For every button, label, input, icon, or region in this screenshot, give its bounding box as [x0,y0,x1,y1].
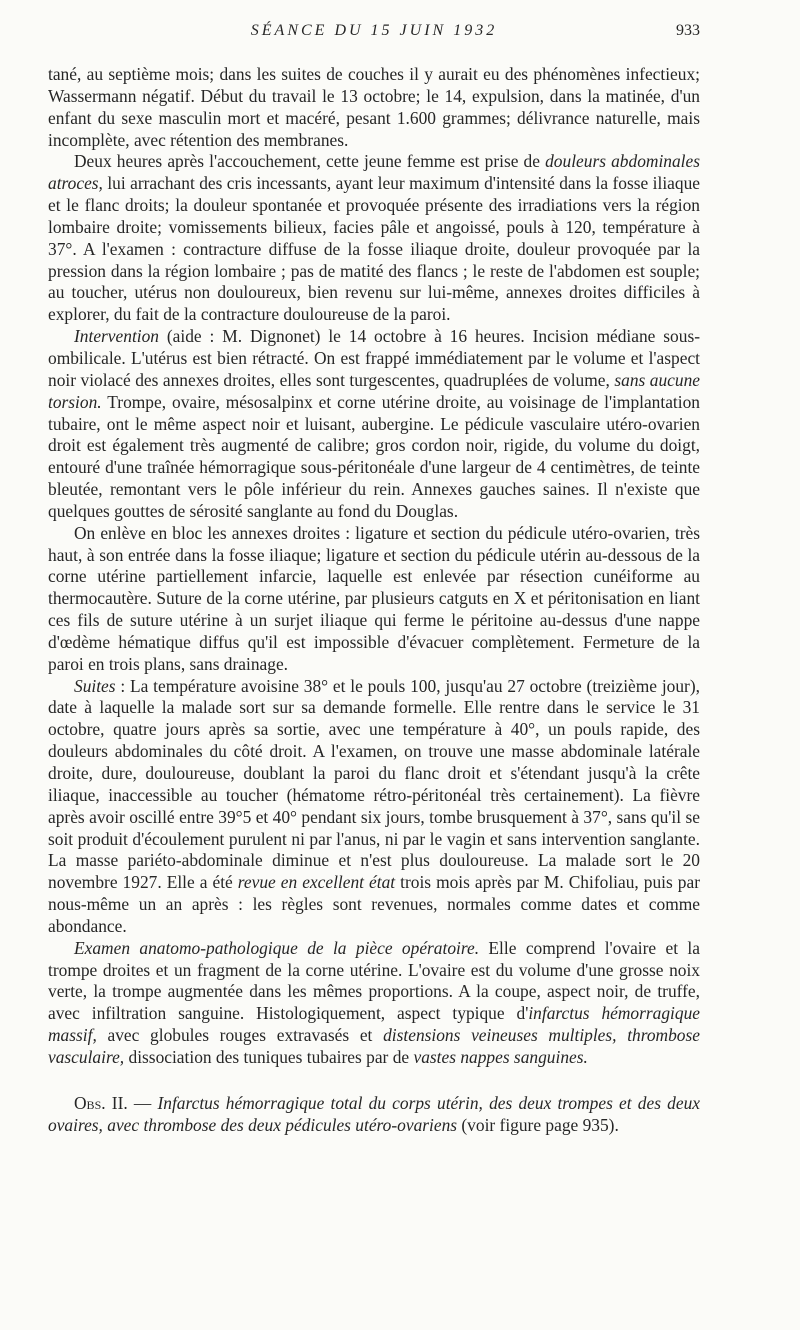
text-run: lui arrachant des cris incessants, ayant leur maximum d'intensité dans la fosse iliaque et le flanc droits; la douleur spontanée et provoquée présente des irradiations vers la région lombaire droite; vomissements bilieux, facies pâle et angoissé, pouls à 120, température à 37°. A l'examen : contracture diffuse de la fosse iliaque droite, douleur provoquée par la pression dans la région lombaire ; pas de matité des flancs ; le reste de l'abdomen est souple; au toucher, utérus non douloureux, bien revenu sur lui-même, annexes droites difficiles à explorer, du fait de la contracture douloureuse de la paroi. [48,173,700,325]
running-title: SÉANCE DU 15 JUIN 1932 [250,22,498,39]
text-run: — [127,1092,158,1113]
observation-heading-paragraph [48,1093,700,1137]
italic-run: Intervention [74,326,159,347]
italic-run: infarctus hémorragique massif, [48,1003,700,1046]
italic-run: douleurs abdominales atroces, [48,151,700,194]
page-number: 933 [676,22,700,39]
text-run: Trompe, ovaire, mésosalpinx et corne utérine droite, au voisinage de l'implantation tubaire, ont le même aspect noir et luisant, aubergine. Le pédicule vasculaire utéro-ovarien droit est également très augmenté de calibre; gros cordon noir, rigide, du volume du doigt, entouré d'une traînée hémorragique sous-péritonéale d'une largeur de 4 centimètres, de teinte bleutée, remontant vers le pôle inférieur du rein. Annexes gauches saines. Il n'existe que quelques gouttes de sérosité sanglante au fond du Douglas. [48,391,700,521]
paragraph-3 [48,326,700,523]
text-run: Elle comprend l'ovaire et la trompe droites et un fragment de la corne utérine. L'ovaire est du volume d'une grosse noix verte, la trompe augmentée dans les mêmes proportions. A la coupe, aspect noir, de truffe, avec infiltration sanguine. Histologiquement, aspect typique d' [48,937,700,1024]
paragraph-2 [48,151,700,326]
text-run: avec globules rouges extravasés et [96,1025,384,1046]
body-text [48,64,700,1137]
text-run: (voir figure page 935). [457,1114,619,1135]
italic-run: sans aucune torsion. [48,369,701,412]
italic-run: distensions veineuses multiples, thrombose vasculaire, [48,1025,700,1067]
text-run: : La température avoisine 38° et le pouls 100, jusqu'au 27 octobre (treizième jour), date à laquelle la malade sort sur sa demande formelle. Elle rentre dans le service le 31 octobre, quatre jours après sa sortie, avec une température à 40°, un pouls rapide, des douleurs abdominales du côté droit. A l'examen, on trouve une masse abdominale latérale droite, dure, douloureuse, doublant la paroi du flanc droit et s'étendant jusqu'à la crête iliaque, inaccessible au toucher (hématome rétro-péritonéal très certainement). La fièvre après avoir oscillé entre 39°5 et 40° pendant six jours, tombe brusquement à 37°, sans qu'il se soit produit d'écoulement purulent ni par l'anus, ni par le vagin et sans intervention sanglante. La masse pariéto-abdominale diminue et n'est plus douloureuse. La malade sort le 20 novembre 1927. Elle a été [48,675,700,893]
italic-run: revue en excellent état [237,872,396,893]
paragraph-4 [48,523,700,676]
text-run: Deux heures après l'accouchement, cette jeune femme est prise de [74,151,546,172]
observation-label: Obs. II. [74,1092,128,1113]
italic-run: Infarctus hémorragique total du corps utérin, des deux trompes et des deux ovaires, avec thrombose des deux pédicules utéro-ovariens [48,1092,700,1135]
text-run: On enlève en bloc les annexes droites : ligature et section du pédicule utéro-ovarien, très haut, à son entrée dans la fosse iliaque; ligature et section du pédicule utérin au-dessous de la corne utérine partiellement infarcie, laquelle est enlevée par résection cunéiforme au thermocautère. Suture de la corne utérine, par plusieurs catguts en X et péritonisation en liant ces fils de suture utérine à un surjet iliaque qui ferme le péritoine au-dessus d'une nappe d'œdème hématique diffus qu'il est impossible d'évacuer complètement. Fermeture de la paroi en trois plans, sans drainage. [48,522,700,674]
paragraph-1 [48,64,700,151]
page-header [48,20,700,46]
italic-run: Examen anatomo-pathologique de la pièce opératoire. [74,937,480,958]
text-run: trois mois après par M. Chifoliau, puis par nous-même un an après : les règles sont revenues, normales comme dates et comme abondance. [48,872,700,936]
paragraph-6 [48,938,700,1069]
text-run: dissociation des tuniques tubaires par de [124,1046,414,1067]
text-run: tané, au septième mois; dans les suites de couches il y aurait eu des phénomènes infectieux; Wassermann négatif. Début du travail le 13 octobre; le 14, expulsion, dans la matinée, d'un enfant du sexe masculin mort et macéré, pesant 1.600 grammes; délivrance naturelle, mais incomplète, avec rétention des membranes. [48,64,700,150]
paragraph-5 [48,676,700,938]
italic-run: vastes nappes sanguines. [413,1046,588,1067]
italic-run: Suites [74,675,116,696]
text-run: (aide : M. Dignonet) le 14 octobre à 16 heures. Incision médiane sous-ombilicale. L'utérus est bien rétracté. On est frappé immédiatement par le volume et l'aspect noir violacé des annexes droites, elles sont turgescentes, quadruplées de volume, [48,326,700,390]
